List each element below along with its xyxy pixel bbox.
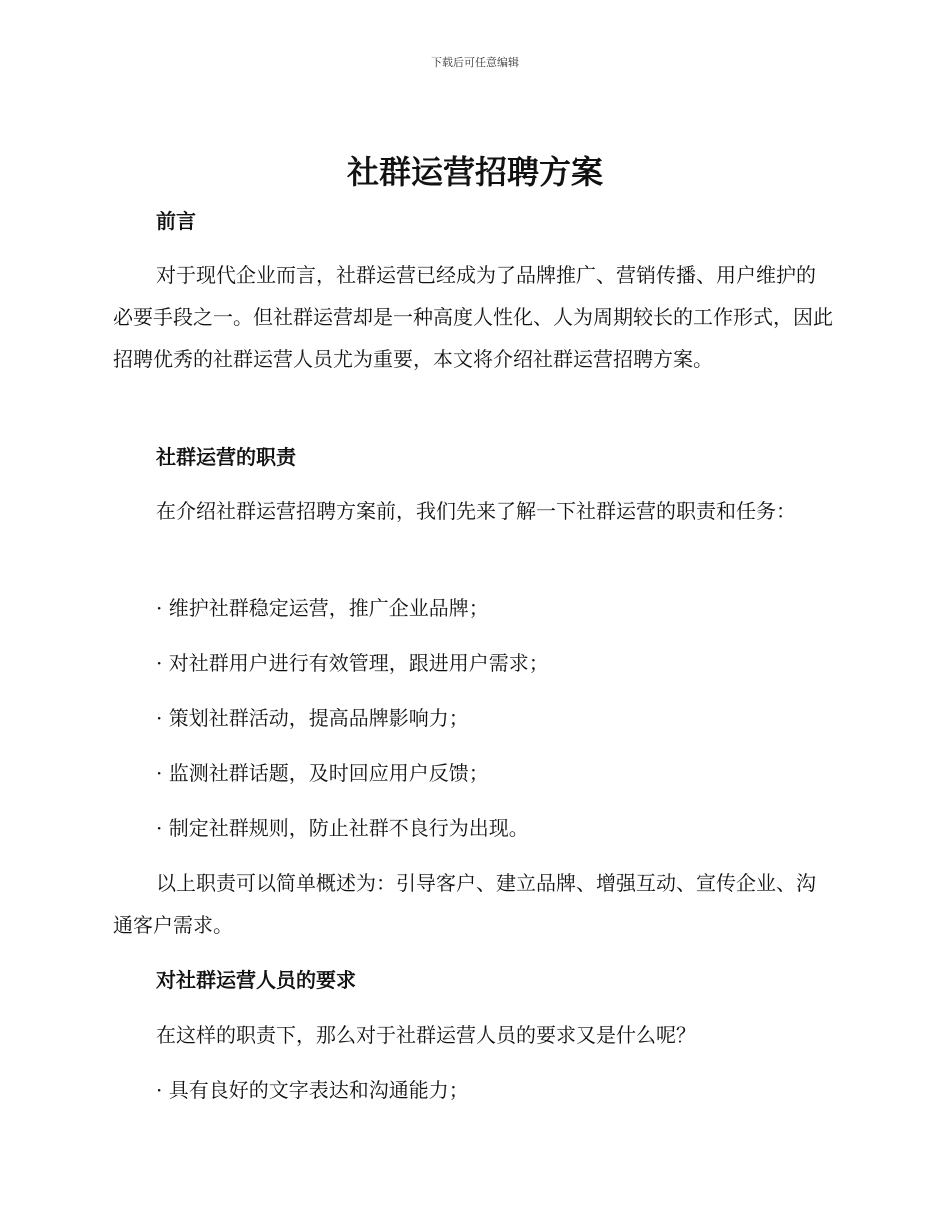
- duty-item: · 维护社群稳定运营，推广企业品牌；: [156, 596, 489, 620]
- requirements-intro-paragraph: 在这样的职责下，那么对于社群运营人员的要求又是什么呢？: [156, 1023, 696, 1047]
- duty-item: · 对社群用户进行有效管理，跟进用户需求；: [156, 651, 549, 675]
- duties-heading: 社群运营的职责: [156, 445, 296, 469]
- duty-item: · 策划社群活动，提高品牌影响力；: [156, 706, 469, 730]
- duties-summary-paragraph: 以上职责可以简单概述为：引导客户、建立品牌、增强互动、宣传企业、沟通客户需求。: [113, 871, 816, 937]
- duties-intro-paragraph: 在介绍社群运营招聘方案前，我们先来了解一下社群运营的职责和任务：: [156, 499, 796, 523]
- preface-paragraph: 对于现代企业而言，社群运营已经成为了品牌推广、营销传播、用户维护的必要手段之一。但社群运营却是一种高度人性化、人为周期较长的工作形式，因此招聘优秀的社群运营人员尤为重要，本文将介绍社群运营招聘方案。: [113, 263, 833, 371]
- document-title: 社群运营招聘方案: [346, 153, 603, 191]
- requirements-heading: 对社群运营人员的要求: [156, 968, 356, 992]
- preface-heading: 前言: [156, 209, 196, 233]
- duty-item: · 制定社群规则，防止社群不良行为出现。: [156, 816, 529, 840]
- duty-item: · 监测社群话题，及时回应用户反馈；: [156, 761, 489, 785]
- requirement-item: · 具有良好的文字表达和沟通能力；: [156, 1078, 469, 1102]
- header-note: 下载后可任意编辑: [431, 56, 519, 69]
